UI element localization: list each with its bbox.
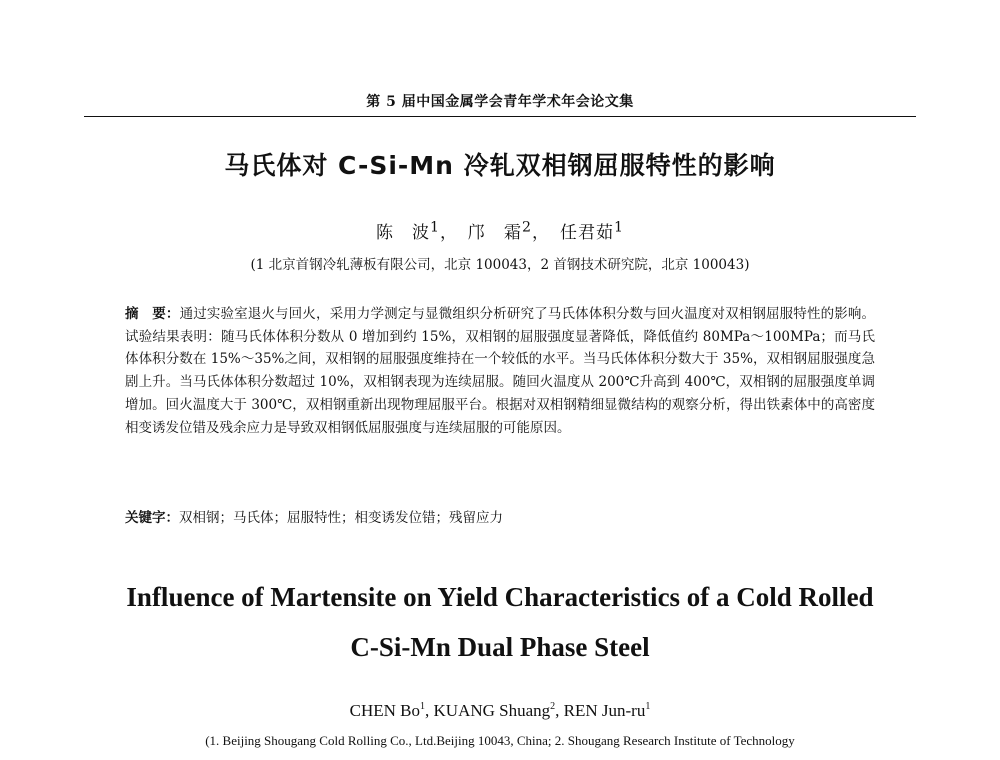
- abstract-text: 通过实验室退火与回火，采用力学测定与显微组织分析研究了马氏体体积分数与回火温度对双相钢屈服特性的影响。试验结果表明：随马氏体体积分数从 0 增加到约 15%，双相钢的屈服强度显著降低，降低值约 80MPa～100MPa；而马氏体体积分数在 15%～35%之间，双相钢的屈服强度维持在一个较低的水平。当马氏体体积分数大于 35%，双相钢屈服强度急剧上升。当马氏体体积分数超过 10%，双相钢表现为连续屈服。随回火温度从 200℃升高到 400℃，双相钢的屈服强度单调增加。回火温度大于 300℃，双相钢重新出现物理屈服平台。根据对双相钢精细显微结构的观察分析，得出铁素体中的高密度相变诱发位错及残余应力是导致双相钢低屈服强度与连续屈服的可能原因。: [125, 306, 876, 436]
- abstract-label: 摘 要：: [125, 306, 180, 322]
- author-name: KUANG Shuang: [433, 701, 551, 720]
- keywords-label: 关键字：: [125, 510, 179, 526]
- author-mark: 1: [614, 219, 625, 236]
- author-mark: 1: [645, 701, 651, 712]
- author-name: 邝 霜: [467, 223, 522, 243]
- author-name: 陈 波: [375, 223, 430, 243]
- chinese-keywords: [125, 507, 875, 529]
- english-authors: CHEN Bo$^1$, KUANG Shuang$^2$, REN Jun-$ru^1$: [349, 701, 651, 720]
- author-mark: 2: [521, 219, 532, 236]
- author-mark: 1: [429, 219, 440, 236]
- chinese-title: 马氏体对 C-Si-Mn 冷轧双相钢屈服特性的影响: [224, 151, 776, 180]
- english-title-line-1: Influence of Martensite on Yield Characteristics of a Cold Rolled: [126, 582, 874, 612]
- english-title: [0, 572, 1000, 672]
- keywords-text: 双相钢；马氏体；屈服特性；相变诱发位错；残留应力: [179, 510, 503, 526]
- author-mark: 1: [420, 701, 426, 712]
- author-name: 任君茹: [560, 223, 614, 243]
- chinese-affiliation: (1 北京首钢冷轧薄板有限公司，北京 100043，2 首钢技术研究院，北京 100043): [250, 257, 750, 273]
- author-name: CHEN Bo: [349, 701, 421, 720]
- author-mark: 2: [550, 701, 556, 712]
- header-rule: [84, 116, 916, 117]
- running-header: 第 5 届中国金属学会青年学术年会论文集: [366, 94, 634, 110]
- english-title-line-2: C-Si-Mn Dual Phase Steel: [350, 632, 650, 662]
- author-name: REN Jun-ru: [563, 701, 646, 720]
- english-affiliation: (1. Beijing Shougang Cold Rolling Co., Ltd.Beijing 10043, China; 2. Shougang Research Institute of Technology: [205, 733, 795, 748]
- chinese-authors: 陈 波$^1$， 邝 霜$^2$， 任君茹$^1$: [375, 219, 625, 243]
- chinese-abstract: [125, 303, 875, 439]
